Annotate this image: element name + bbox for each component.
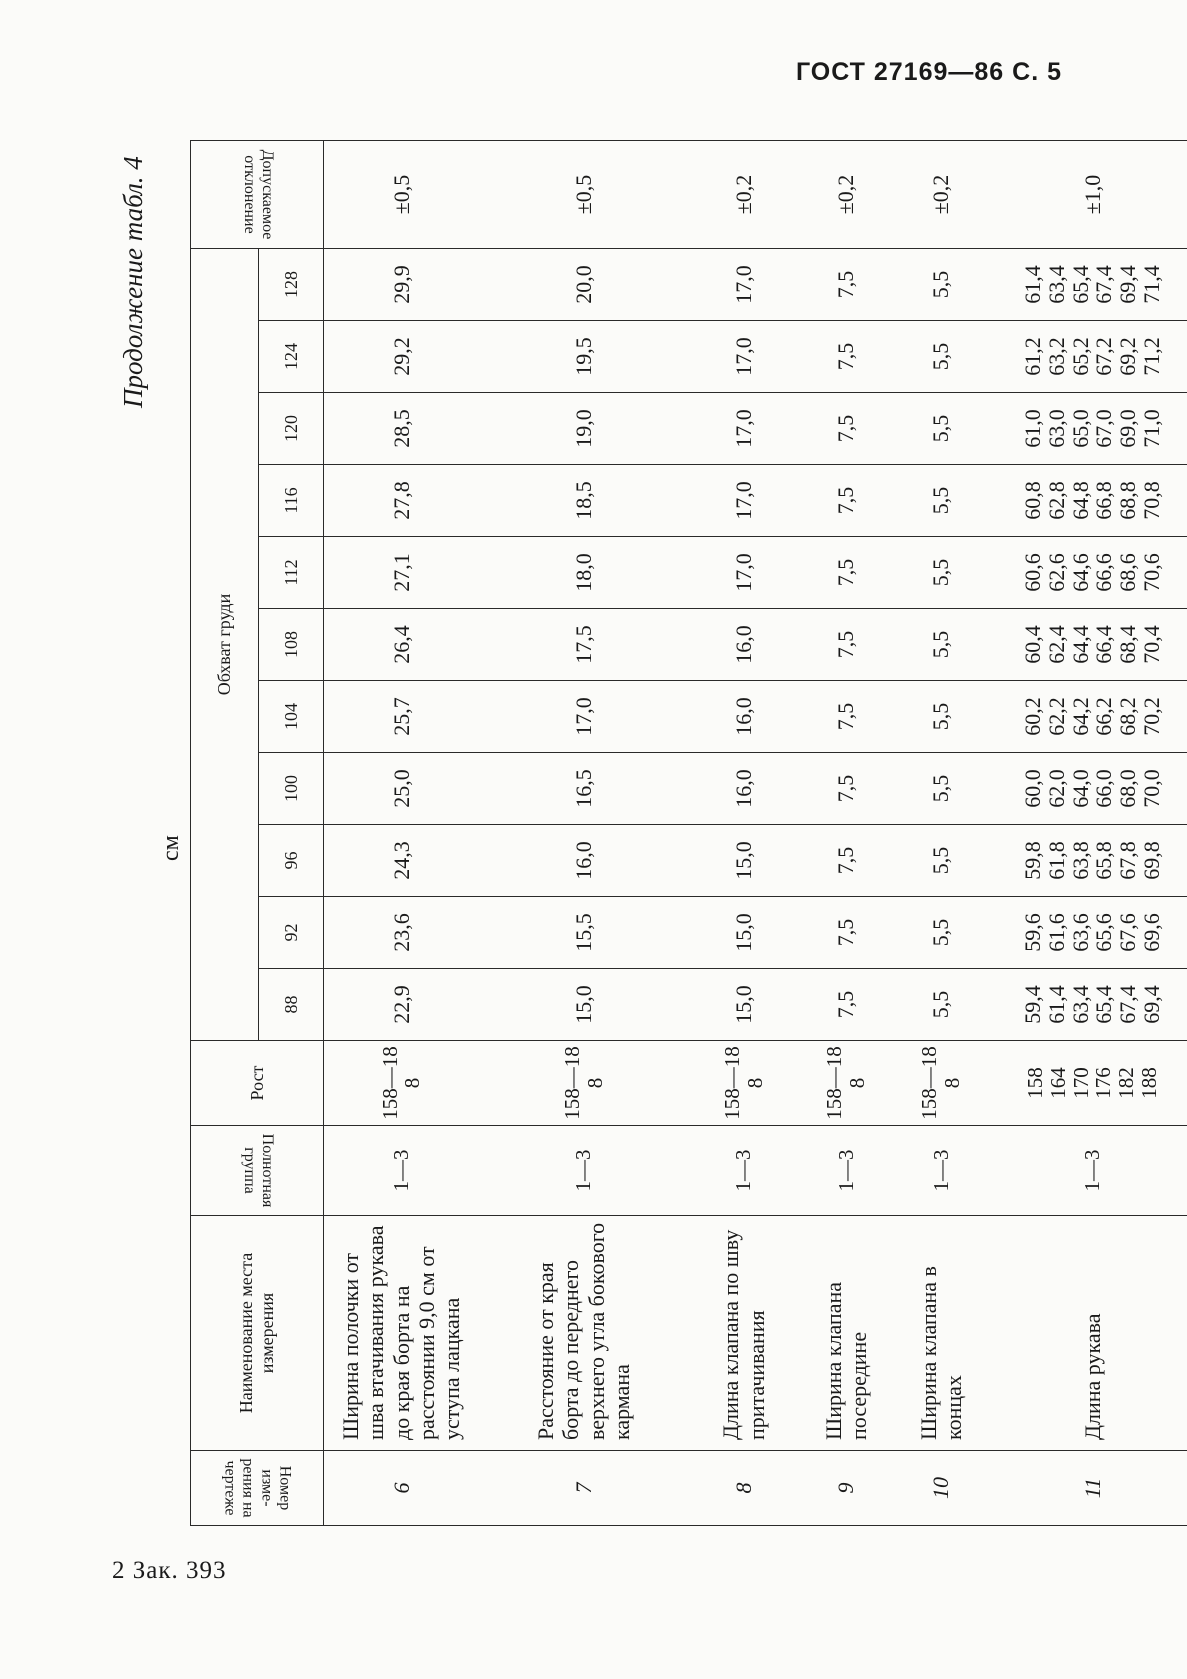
size-value: 29,9: [324, 248, 479, 320]
measurement-name: Ширина клапана в концах: [894, 1216, 989, 1451]
page-header: ГОСТ 27169—86 С. 5: [795, 58, 1062, 86]
measurement-name: Ширина полочки от шва втачивания рукава до края борта на расстоянии 9,0 см от уступа лацкана: [324, 1216, 479, 1451]
header-size-92: 92: [259, 897, 324, 969]
size-value: 15,5: [479, 897, 689, 969]
size-value: 27,8: [324, 465, 479, 537]
fullness-group: 1—3: [989, 1126, 1187, 1216]
size-value: 18,0: [479, 537, 689, 609]
height-value: 158—188: [894, 1041, 989, 1126]
size-value: 60,8 62,8 64,8 66,8 68,8 70,8: [989, 465, 1187, 537]
header-size-120: 120: [259, 393, 324, 465]
size-value: 5,5: [894, 897, 989, 969]
measurements-table: [190, 140, 1187, 1526]
size-value: 60,6 62,6 64,6 66,6 68,6 70,6: [989, 537, 1187, 609]
fullness-group: 1—3: [799, 1126, 894, 1216]
fullness-group: 1—3: [689, 1126, 799, 1216]
fullness-group: 1—3: [324, 1126, 479, 1216]
size-value: 19,5: [479, 321, 689, 393]
size-value: 23,6: [324, 897, 479, 969]
size-value: 7,5: [799, 465, 894, 537]
page-footer: 2 Зак. 393: [112, 1557, 227, 1584]
size-value: 15,0: [689, 825, 799, 897]
size-value: 59,4 61,4 63,4 65,4 67,4 69,4: [989, 969, 1187, 1041]
table-row: [324, 140, 479, 1525]
measurement-name: Расстояние от края борта до переднего верхнего угла бокового кармана: [479, 1216, 689, 1451]
size-value: 5,5: [894, 753, 989, 825]
size-value: 24,3: [324, 825, 479, 897]
header-height: Рост: [191, 1041, 324, 1126]
size-value: 60,4 62,4 64,4 66,4 68,4 70,4: [989, 609, 1187, 681]
size-value: 17,0: [689, 393, 799, 465]
size-value: 17,5: [479, 609, 689, 681]
size-value: 61,0 63,0 65,0 67,0 69,0 71,0: [989, 393, 1187, 465]
size-value: 7,5: [799, 969, 894, 1041]
rotated-table-container: [190, 146, 1164, 1526]
size-value: 16,5: [479, 753, 689, 825]
size-value: 7,5: [799, 825, 894, 897]
size-value: 15,0: [689, 897, 799, 969]
header-size-100: 100: [259, 753, 324, 825]
header-size-112: 112: [259, 537, 324, 609]
size-value: 60,0 62,0 64,0 66,0 68,0 70,0: [989, 753, 1187, 825]
size-value: 17,0: [479, 681, 689, 753]
size-value: 7,5: [799, 897, 894, 969]
header-size-96: 96: [259, 825, 324, 897]
size-value: 7,5: [799, 321, 894, 393]
table-row: [989, 140, 1187, 1525]
measurement-number: 8: [689, 1451, 799, 1526]
measurement-number: 7: [479, 1451, 689, 1526]
size-value: 5,5: [894, 609, 989, 681]
header-tolerance: Допускаемое отклонение: [191, 140, 324, 248]
header-size-128: 128: [259, 248, 324, 320]
size-value: 27,1: [324, 537, 479, 609]
header-size-108: 108: [259, 609, 324, 681]
header-size-116: 116: [259, 465, 324, 537]
table-row: [799, 140, 894, 1525]
size-value: 22,9: [324, 969, 479, 1041]
size-value: 7,5: [799, 681, 894, 753]
size-value: 16,0: [479, 825, 689, 897]
size-value: 17,0: [689, 321, 799, 393]
measurement-number: 9: [799, 1451, 894, 1526]
header-measurement-name: Наименование места измерения: [191, 1216, 324, 1451]
size-value: 7,5: [799, 753, 894, 825]
measurement-name: Ширина клапана посередине: [799, 1216, 894, 1451]
height-value: 158—188: [479, 1041, 689, 1126]
fullness-group: 1—3: [894, 1126, 989, 1216]
size-value: 61,4 63,4 65,4 67,4 69,4 71,4: [989, 248, 1187, 320]
size-value: 20,0: [479, 248, 689, 320]
size-value: 7,5: [799, 609, 894, 681]
measurement-name: Длина клапана по шву притачивания: [689, 1216, 799, 1451]
header-fullness-group: Полнотная группа: [191, 1126, 324, 1216]
size-value: 19,0: [479, 393, 689, 465]
size-value: 61,2 63,2 65,2 67,2 69,2 71,2: [989, 321, 1187, 393]
size-value: 5,5: [894, 393, 989, 465]
measurement-number: 11: [989, 1451, 1187, 1526]
size-value: 60,2 62,2 64,2 66,2 68,2 70,2: [989, 681, 1187, 753]
header-size-88: 88: [259, 969, 324, 1041]
size-value: 15,0: [479, 969, 689, 1041]
size-value: 59,6 61,6 63,6 65,6 67,6 69,6: [989, 897, 1187, 969]
height-value: 158—188: [689, 1041, 799, 1126]
size-value: 28,5: [324, 393, 479, 465]
size-value: 7,5: [799, 248, 894, 320]
height-value: 158—188: [324, 1041, 479, 1126]
tolerance-value: ±0,5: [479, 140, 689, 248]
size-value: 5,5: [894, 321, 989, 393]
size-value: 16,0: [689, 609, 799, 681]
size-value: 18,5: [479, 465, 689, 537]
table-continuation-caption: Продолжение табл. 4: [118, 156, 148, 408]
size-value: 15,0: [689, 969, 799, 1041]
table-row: [894, 140, 989, 1525]
tolerance-value: ±0,2: [689, 140, 799, 248]
tolerance-value: ±0,2: [894, 140, 989, 248]
size-value: 16,0: [689, 753, 799, 825]
size-value: 17,0: [689, 465, 799, 537]
size-value: 7,5: [799, 537, 894, 609]
size-value: 16,0: [689, 681, 799, 753]
size-value: 25,0: [324, 753, 479, 825]
size-value: 5,5: [894, 969, 989, 1041]
tolerance-value: ±0,2: [799, 140, 894, 248]
size-value: 5,5: [894, 537, 989, 609]
header-size-124: 124: [259, 321, 324, 393]
size-value: 25,7: [324, 681, 479, 753]
size-value: 5,5: [894, 248, 989, 320]
size-value: 5,5: [894, 465, 989, 537]
table-row: [479, 140, 689, 1525]
size-value: 17,0: [689, 248, 799, 320]
table-row: [689, 140, 799, 1525]
size-value: 7,5: [799, 393, 894, 465]
size-value: 5,5: [894, 681, 989, 753]
height-value: 158—188: [799, 1041, 894, 1126]
size-value: 17,0: [689, 537, 799, 609]
header-measurement-number: Номер изме- рения на чертеже: [191, 1451, 324, 1526]
tolerance-value: ±0,5: [324, 140, 479, 248]
unit-label: см: [158, 835, 184, 861]
size-value: 59,8 61,8 63,8 65,8 67,8 69,8: [989, 825, 1187, 897]
measurement-number: 6: [324, 1451, 479, 1526]
measurement-number: 10: [894, 1451, 989, 1526]
fullness-group: 1—3: [479, 1126, 689, 1216]
header-size-104: 104: [259, 681, 324, 753]
header-chest-girth: Обхват груди: [191, 248, 259, 1040]
height-value: 158 164 170 176 182 188: [989, 1041, 1187, 1126]
size-value: 26,4: [324, 609, 479, 681]
size-value: 5,5: [894, 825, 989, 897]
size-value: 29,2: [324, 321, 479, 393]
measurement-name: Длина рукава: [989, 1216, 1187, 1451]
tolerance-value: ±1,0: [989, 140, 1187, 248]
